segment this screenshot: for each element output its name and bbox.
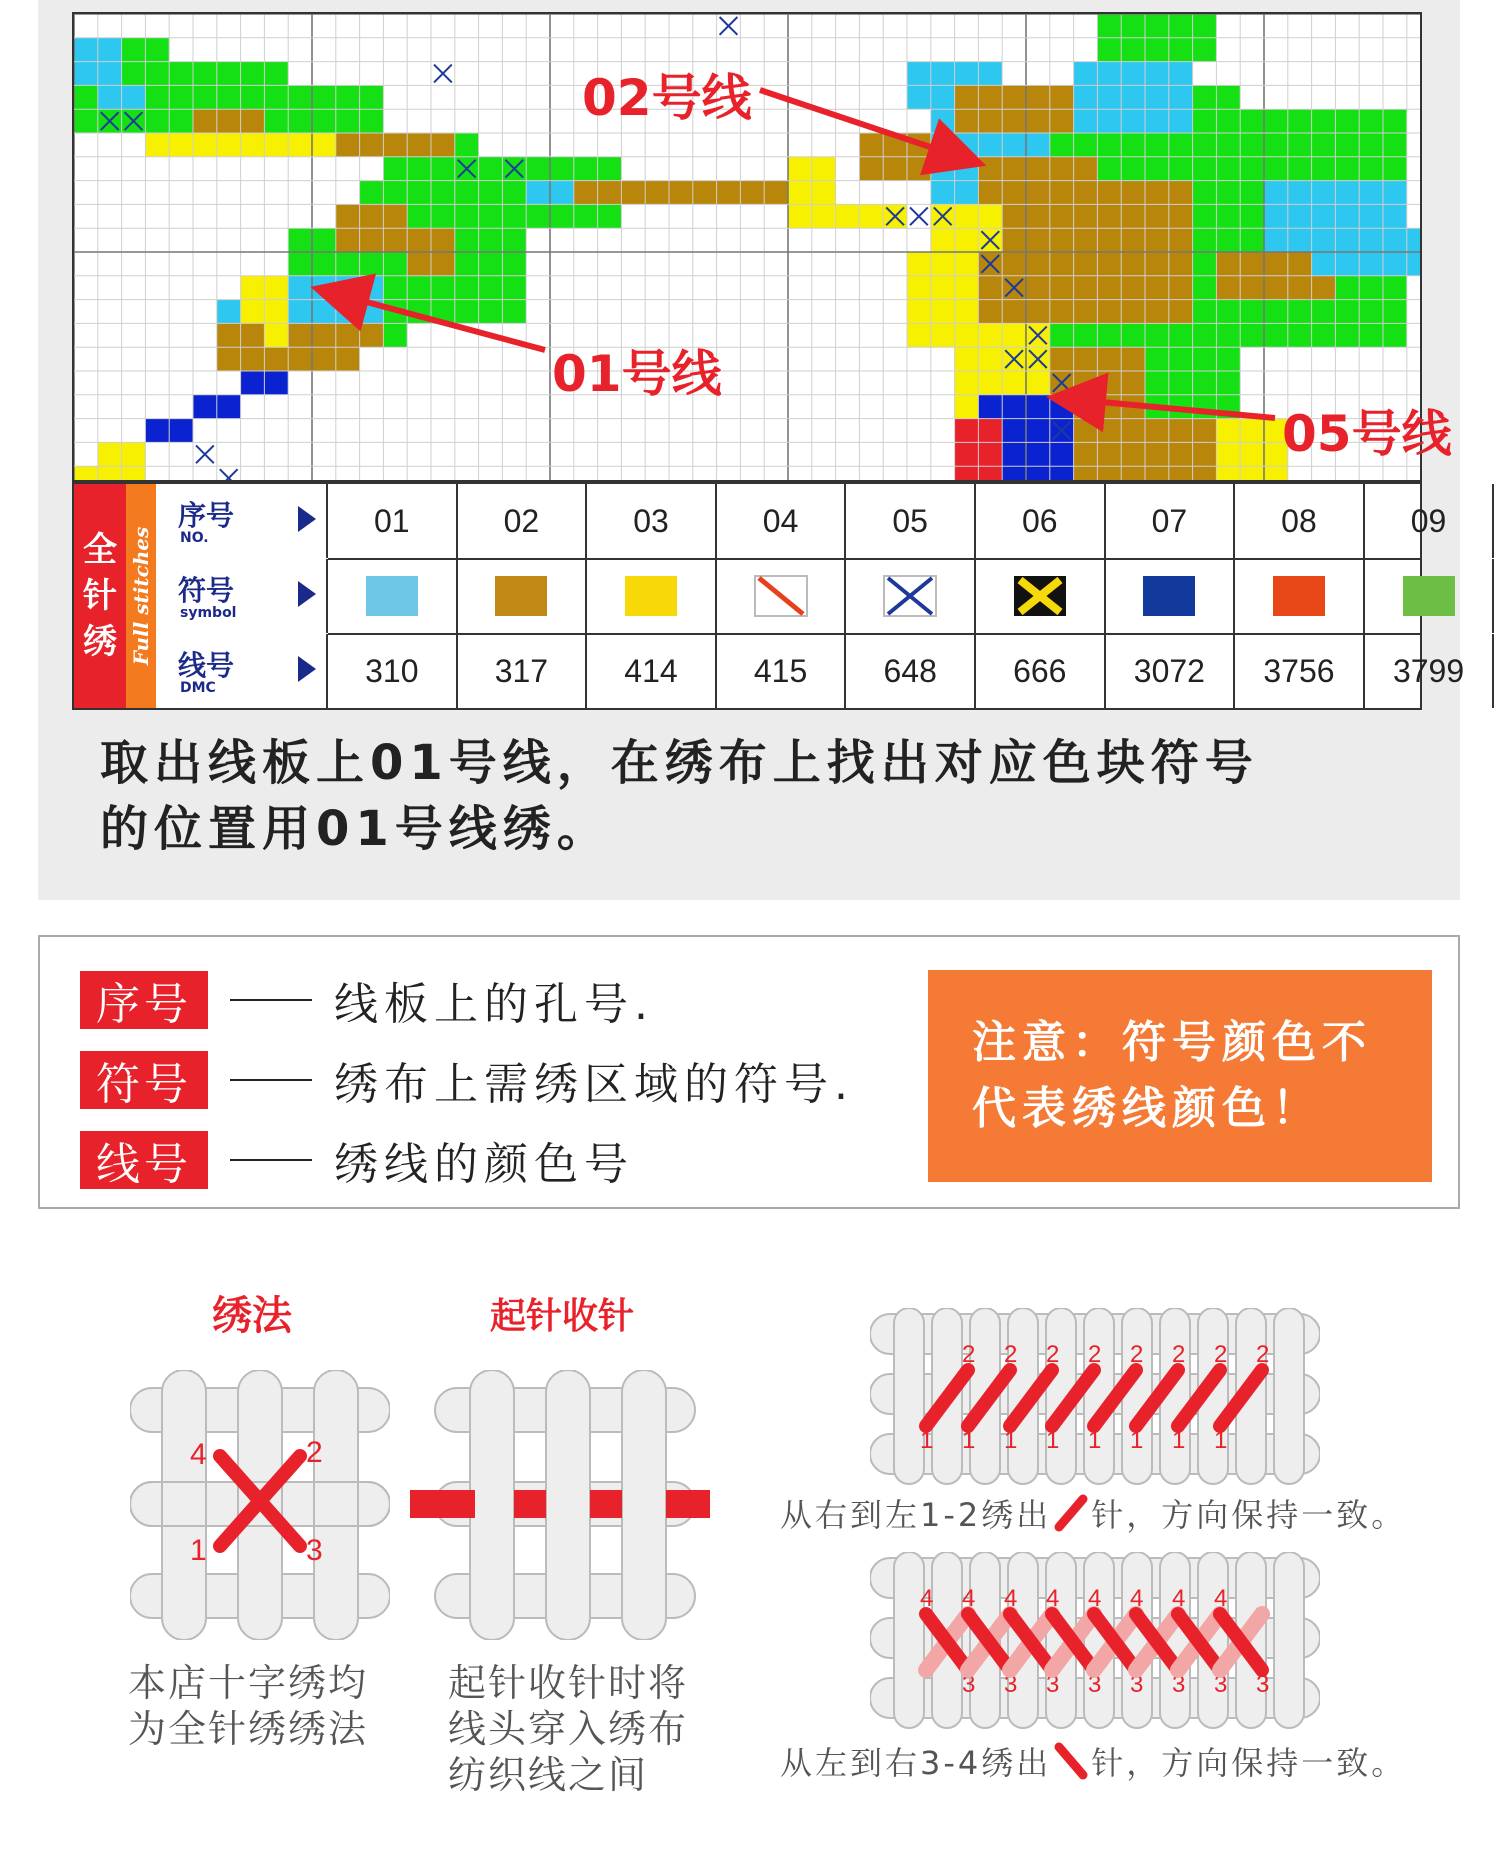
label-02-thread: 02号线 <box>582 69 752 127</box>
number-cell: 05 <box>846 484 976 558</box>
arrow-02 <box>760 90 975 162</box>
row-header-no <box>156 484 328 558</box>
symbol-cell <box>717 559 847 633</box>
color-note-box <box>928 970 1432 1182</box>
instruction-text: 针，方向保持一致。 <box>1091 1744 1407 1782</box>
note-line: 注意：符号颜色不 <box>972 1017 1372 1068</box>
row-header-cn: 序号 <box>178 499 235 532</box>
thread-segment <box>590 1490 622 1518</box>
label-05-thread: 05号线 <box>1282 405 1452 463</box>
definition-text: 绣布上需绣区域的符号. <box>334 1059 854 1110</box>
stitch-number: 1 <box>1088 1427 1102 1454</box>
dash-divider <box>230 1079 312 1081</box>
symbol-swatch-solid <box>1401 574 1457 618</box>
full-stitch-side-label <box>74 484 126 708</box>
number-cell: 02 <box>458 484 588 558</box>
dmc-cell: 310 <box>328 634 458 708</box>
dmc-cell: 666 <box>976 634 1106 708</box>
stitch-number: 4 <box>920 1585 934 1612</box>
stitch-number: 3 <box>1214 1671 1228 1698</box>
stitch-number: 3 <box>306 1534 323 1567</box>
definition-tag: 符号 <box>80 1051 208 1109</box>
stitch-number: 1 <box>1004 1427 1018 1454</box>
stitch-number: 2 <box>306 1436 323 1469</box>
stitch-number: 4 <box>1130 1585 1144 1612</box>
note-line: 代表绣线颜色！ <box>972 1083 1322 1134</box>
cross-stitch-weave-diagram <box>130 1370 390 1640</box>
instruction-text: 从右到左1-2绣出 <box>780 1496 1052 1534</box>
stitch-number: 3 <box>1256 1671 1270 1698</box>
stitch-number: 4 <box>1004 1585 1018 1612</box>
number-cell: 09 <box>1365 484 1495 558</box>
stitch-number: 3 <box>1004 1671 1018 1698</box>
dmc-cell: 415 <box>717 634 847 708</box>
stitch-number: 3 <box>1172 1671 1186 1698</box>
instruction-3-4 <box>780 1738 1406 1784</box>
stitch-number: 3 <box>1088 1671 1102 1698</box>
method-caption <box>128 1660 368 1752</box>
number-cell: 03 <box>587 484 717 558</box>
start-end-caption <box>448 1660 688 1798</box>
stitch-number: 2 <box>1172 1341 1186 1368</box>
thread-segment <box>666 1490 710 1518</box>
side-char: 全 <box>83 530 117 570</box>
caption-line: 为全针绣绣法 <box>128 1707 369 1751</box>
symbol-cell <box>976 559 1106 633</box>
stitch-row-diagram-3-4 <box>870 1552 1320 1732</box>
symbol-swatch-solid <box>1271 574 1327 618</box>
stitch-number: 3 <box>962 1671 976 1698</box>
dmc-cell: 3799 <box>1365 634 1495 708</box>
dmc-cell: 3756 <box>1235 634 1365 708</box>
instruction-1-2 <box>780 1490 1406 1536</box>
dash-divider <box>230 1159 312 1161</box>
stitch-row-diagram-1-2 <box>870 1308 1320 1488</box>
symbol-cell <box>458 559 588 633</box>
arrow-01 <box>322 290 545 350</box>
stitch-number: 2 <box>1214 1341 1228 1368</box>
symbol-cell <box>1365 559 1495 633</box>
forward-slash-stitch-icon <box>1051 1493 1091 1533</box>
definition-tag: 线号 <box>80 1131 208 1189</box>
side-char: 绣 <box>83 622 117 662</box>
back-slash-stitch-icon <box>1051 1741 1091 1781</box>
stitch-number: 4 <box>1172 1585 1186 1612</box>
symbol-cell <box>1235 559 1365 633</box>
symbol-swatch-cross-yellow <box>1012 574 1068 618</box>
dmc-row <box>328 634 1494 708</box>
number-cell: 06 <box>976 484 1106 558</box>
instruction-text: 从左到右3-4绣出 <box>780 1744 1052 1782</box>
number-cell: 04 <box>717 484 847 558</box>
stitch-number: 2 <box>1130 1341 1144 1368</box>
number-cell: 07 <box>1106 484 1236 558</box>
row-header-en: DMC <box>180 680 216 696</box>
label-01-thread: 01号线 <box>552 345 722 403</box>
definition-tag: 序号 <box>80 971 208 1029</box>
stitch-number: 1 <box>920 1427 934 1454</box>
stitch-number: 3 <box>1046 1671 1060 1698</box>
row-header-en: symbol <box>180 605 237 621</box>
row-header-dmc <box>156 634 328 708</box>
instruction-text: 针，方向保持一致。 <box>1091 1496 1407 1534</box>
symbol-cell <box>587 559 717 633</box>
instruction-line: 的位置用01号线绣。 <box>100 801 611 857</box>
stitch-number: 3 <box>1130 1671 1144 1698</box>
definition-text: 线板上的孔号. <box>334 979 654 1030</box>
dmc-cell: 414 <box>587 634 717 708</box>
row-header-symbol <box>156 559 328 633</box>
definition-row <box>80 1048 854 1112</box>
stitch-number: 4 <box>962 1585 976 1612</box>
symbol-swatch-solid <box>623 574 679 618</box>
caption-line: 本店十字绣均 <box>128 1661 369 1705</box>
stitch-number: 4 <box>1214 1585 1228 1612</box>
stitch-number: 1 <box>1130 1427 1144 1454</box>
number-row <box>328 484 1494 558</box>
symbol-swatch-solid <box>364 574 420 618</box>
stitch-number: 2 <box>1046 1341 1060 1368</box>
triangle-icon <box>298 656 316 682</box>
stitch-number: 1 <box>1046 1427 1060 1454</box>
full-stitches-english-label <box>126 484 156 708</box>
method-title: 绣法 <box>212 1293 292 1339</box>
stitch-number: 2 <box>1004 1341 1018 1368</box>
symbol-swatch-cross <box>882 574 938 618</box>
dmc-cell: 648 <box>846 634 976 708</box>
stitch-number: 2 <box>1088 1341 1102 1368</box>
dash-divider <box>230 999 312 1001</box>
definition-row <box>80 1128 634 1192</box>
instruction-line: 取出线板上01号线，在绣布上找出对应色块符号 <box>100 735 1259 791</box>
triangle-icon <box>298 581 316 607</box>
caption-line: 线头穿入绣布 <box>448 1707 689 1751</box>
arrow-05 <box>1058 398 1275 418</box>
color-legend-table <box>72 482 1465 710</box>
symbol-row <box>328 559 1494 633</box>
symbol-swatch-solid <box>1141 574 1197 618</box>
row-header-cn: 线号 <box>178 649 235 682</box>
stitch-number: 4 <box>190 1438 207 1471</box>
row-header-cn: 符号 <box>178 574 235 607</box>
stitch-number: 1 <box>1214 1427 1228 1454</box>
stitch-number: 2 <box>962 1341 976 1368</box>
symbol-swatch-slash <box>753 574 809 618</box>
caption-line: 纺织线之间 <box>448 1753 649 1797</box>
definition-row <box>80 968 654 1032</box>
stitch-number: 4 <box>1088 1585 1102 1612</box>
definition-text: 绣线的颜色号 <box>334 1139 634 1190</box>
thread-segment <box>410 1490 475 1518</box>
stitch-number: 1 <box>190 1534 207 1567</box>
side-char: 针 <box>83 576 117 616</box>
stitch-number: 4 <box>1046 1585 1060 1612</box>
symbol-cell <box>1106 559 1236 633</box>
stitch-number: 1 <box>1172 1427 1186 1454</box>
caption-line: 起针收针时将 <box>448 1661 689 1705</box>
symbol-cell <box>846 559 976 633</box>
number-cell: 08 <box>1235 484 1365 558</box>
start-end-weave-diagram <box>410 1370 710 1640</box>
stitch-number: 1 <box>962 1427 976 1454</box>
row-header-en: NO. <box>180 530 209 546</box>
stitch-number: 2 <box>1256 1341 1270 1368</box>
instruction-text <box>100 730 1430 862</box>
symbol-swatch-solid <box>493 574 549 618</box>
symbol-cell <box>328 559 458 633</box>
number-cell: 01 <box>328 484 458 558</box>
side-en-text: Full stitches <box>129 526 153 666</box>
triangle-icon <box>298 506 316 532</box>
start-end-title: 起针收针 <box>490 1296 635 1337</box>
thread-segment <box>514 1490 546 1518</box>
dmc-cell: 317 <box>458 634 588 708</box>
dmc-cell: 3072 <box>1106 634 1236 708</box>
